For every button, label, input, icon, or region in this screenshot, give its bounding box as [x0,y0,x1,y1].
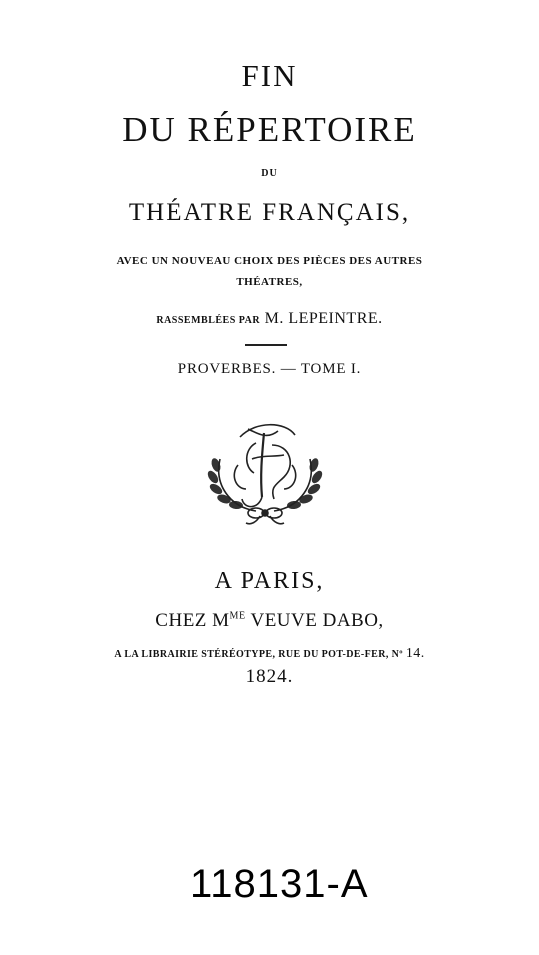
address-text: A LA LIBRAIRIE STÉRÉOTYPE, RUE DU POT-DE-FER, Nº [114,649,403,660]
subtitle-theatres: THÉATRES, [236,276,303,288]
publisher-name: VEUVE DABO, [250,610,384,631]
library-shelfmark: 118131-A [190,862,369,906]
compiler-line [0,310,539,328]
imprint-address [0,646,539,662]
publisher-prefix: CHEZ M [155,610,230,631]
volume-line: PROVERBES. — TOME I. [177,361,362,377]
address-number: 14. [405,646,425,661]
imprint-publisher [0,610,539,632]
title-theatre-francais: THÉATRE FRANÇAIS, [128,199,411,226]
subtitle-choix: AVEC UN NOUVEAU CHOIX DES PIÈCES DES AUTRES [116,255,423,267]
divider-rule [245,344,287,346]
publisher-superscript: ME [229,610,246,622]
compiler-prefix: RASSEMBLÉES PAR [156,315,261,326]
imprint-city: A PARIS, [214,568,325,594]
title-du: DU [261,168,278,179]
title-fin: FIN [241,58,298,93]
compiler-name: M. LEPEINTRE. [264,310,383,327]
title-repertoire: DU RÉPERTOIRE [122,110,417,149]
monogram-ornament-icon [200,415,330,530]
imprint-year: 1824. [245,666,294,687]
